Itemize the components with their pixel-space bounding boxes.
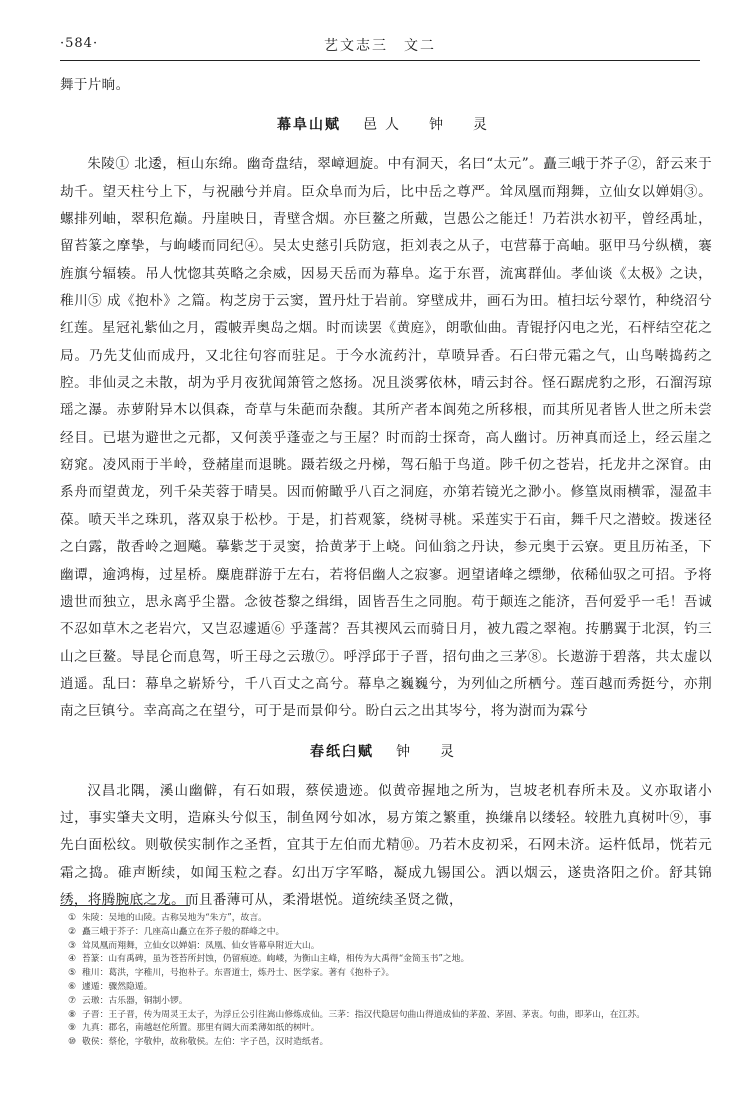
- footnote-mark: ⑧: [68, 1009, 76, 1020]
- footnote-mark: ⑥: [68, 981, 76, 992]
- footnote-text: 矗三峨于芥子：几座高山矗立在芥子般的群峰之中。: [82, 926, 285, 937]
- footnote-text: 稚川：葛洪，字稚川，号抱朴子。东晋道士，炼丹士、医学家。著有《抱朴子》。: [82, 968, 395, 979]
- footnote-text: 遽遁：骤然隐遁。: [82, 981, 153, 992]
- footnote-item: [60, 995, 712, 1009]
- footnote-text: 耸凤凰而翔舞，立仙女以婵娟：凤凰、仙女皆幕阜附近大山。: [82, 940, 320, 951]
- footnote-item: [60, 912, 712, 926]
- fu2-text: 汉昌北隅，溪山幽僻，有石如瑕，蔡侯遗迹。似黄帝握地之所为，岂坡老机春所未及。义亦取诸小过，事实肇夫文明，造麻头兮似玉，制鱼网兮如冰，易方策之繁重，换缣帛以缕轻。较胜九真树叶⑨，事先白面松纹。则敬侯实制作之圣哲，宜其于左伯而尤精⑩。乃若木皮初采，石网未济。运杵低昂，恍若元霜之捣。碓声断续，如闻玉粒之舂。幻出万字军略，凝成九锡国公。洒以烟云，遂贵洛阳之价。舒其锦绣，将腾腕底之龙。而且番薄可从，柔滑堪悦。道统续圣贤之微，: [60, 782, 712, 908]
- footnote-mark: ①: [68, 913, 76, 923]
- footnote-mark: ②: [68, 926, 76, 937]
- footnotes: [60, 905, 712, 1050]
- footnote-item: [60, 953, 712, 967]
- fu1-author: 邑人 钟 灵: [363, 117, 495, 134]
- running-title: 艺文志三 文二: [324, 38, 436, 54]
- footnote-item: [60, 1022, 712, 1036]
- footnote-mark: ⑨: [68, 1023, 76, 1034]
- footnote-text: 九真：郡名，南越赵佗所置。那里有阔大而柔薄如纸的树叶。: [82, 1023, 320, 1034]
- main-text: [60, 72, 712, 914]
- footnote-rule: [60, 905, 190, 906]
- fu2-author: 钟 灵: [396, 743, 462, 760]
- carryover-line: 舞于片晌。: [60, 77, 130, 93]
- footnote-item: [60, 1009, 712, 1023]
- fu1-heading: [60, 99, 712, 151]
- footnote-mark: ④: [68, 954, 76, 965]
- header-rule: [60, 60, 700, 61]
- footnote-mark: ③: [68, 940, 76, 951]
- page-header: [60, 30, 700, 60]
- fu2-heading: [60, 726, 712, 778]
- fu1-text: 朱陵① 北逶，桓山东绵。幽奇盘结，翠嶂迴旋。中有洞天，名曰“太元”。矗三峨于芥子②，舒云来于劫千。望天柱兮上下，与祝融兮并肩。臣众阜而为后，比中岳之尊严。耸凤凰而翔舞，立仙女以婵娟③。螺排列岫，翠积危巅。丹崖映日，青壁含烟。亦巨鳌之所戴，岂愚公之能迁！乃若洪水初平，曾经禹址，留苔篆之摩挚，与岣嵝而同纪④。吴太史慈引兵防寇，拒刘表之从子，屯营幕于高岫。驱甲马兮纵横，褰旌旗兮辐辏。吊人忱惚其英略之余威，因易天岳而为幕阜。迄于东晋，流寓群仙。孝仙谈《太极》之诀，稚川⑤ 成《抱朴》之篇。构芝房于云窦，置丹灶于岩前。穿壁成井，画石为田。植扫坛兮翠竹，种绕沼兮红莲。星冠礼紫仙之月，霞帔弄奥岛之烟。时而读罢《黄庭》，朗歌仙曲。青锟抒闪电之光，石枰结空花之局。乃先艾仙而成丹，又北往句容而驻足。于今水流药汁，草喷异香。石臼带元霜之气，山鸟啭捣药之腔。非仙灵之未散，胡为乎月夜犹闻箫管之悠扬。况且淡雾依林，晴云封谷。怪石踞虎豹之形，石溜泻琼瑶之瀑。赤萝附异木以俱森，奇草与朱葩而杂馥。其所产者本阆苑之所移根，而其所见者皆人世之所未尝经目。已堪为避世之元都，又何羡乎蓬壶之与王屋？时而韵士探奇，高人幽讨。历神真而迳上，经云崖之窈窕。凌风雨于半岭，登赭崖而退眺。蹑若级之丹梯，驾石船于鸟道。陟千仞之苍岩，托龙井之深窅。由系舟而望黄龙，列千朵芙蓉于晴昊。因而俯瞰乎八百之洞庭，亦第若镜光之渺小。修篁岚雨横霏，湿盈丰葆。喷天半之珠玑，落双泉于松杪。于是，扪苔观篆，绕树寻桃。采莲实于石亩，舞千尺之潜蛟。拨迷径之白露，散香岭之迴飚。摹紫芝于灵窦，拾黄茅于上峣。问仙翁之丹诀，参元奥于云寮。更且历祐圣，下幽谭，逾鸿梅，过星桥。麋鹿群游于左右，若将侣幽人之寂寥。迥望诸峰之缥缈，依稀仙驭之可招。予将遗世而独立，思永离乎尘嚣。念彼苍黎之缉缉，固皆吾生之同胞。苟于颠连之能济，吾何爱乎一毛！吾诚不忍如草木之老岩穴，又岂忍遽遁⑥ 乎蓬蒿？吾其禊风云而骑日月，被九霞之翠袍。抟鹏翼于北溟，钓三山之巨鳌。导昆仑而息驾，听王母之云璈⑦。呼浮邱于子晋，招句曲之三茅⑧。长遨游于碧落，共太虚以逍遥。乱曰：幕阜之崭矫兮，千八百丈之高兮。幕阜之巍巍兮，为列仙之所栖兮。莲百越而秀挺兮，亦荆南之巨镇兮。幸高高之在望兮，可于是而景仰兮。盼白云之出其岑兮，将为澍而为霖兮: [60, 156, 712, 720]
- footnote-text: 朱陵：吴地的山陵。古称吴地为“朱方”，故言。: [82, 913, 267, 923]
- footnote-mark: ⑤: [68, 968, 76, 979]
- footnote-mark: ⑩: [68, 1037, 76, 1048]
- fu2-title: 春纸臼赋: [310, 743, 374, 760]
- footnote-text: 敬侯：蔡伦，字敬仲，故称敬侯。左伯：字子邑，汉时造纸者。: [82, 1037, 329, 1048]
- footnote-item: [60, 940, 712, 954]
- page-number: ·584·: [60, 36, 99, 51]
- footnote-text: 子晋：王子晋，传为周灵王太子，为浮丘公引往嵩山修炼成仙。三茅：指汉代隐居句曲山得道成仙的茅盈、茅固、茅衷。句曲，即茅山，在江苏。: [82, 1009, 646, 1020]
- footnote-item: [60, 1036, 712, 1050]
- footnote-text: 苔篆：山有禹碑，虽为苍苔所封蚀，仍留痕迹。岣嵝，为衡山主峰，相传为大禹得“金简玉书”之地。: [82, 954, 470, 965]
- footnote-text: 云璈：古乐器，铜制小锣。: [82, 995, 188, 1006]
- fu1-title: 幕阜山赋: [277, 117, 341, 134]
- footnote-item: [60, 926, 712, 940]
- footnote-item: [60, 981, 712, 995]
- footnote-item: [60, 967, 712, 981]
- footnote-mark: ⑦: [68, 995, 76, 1006]
